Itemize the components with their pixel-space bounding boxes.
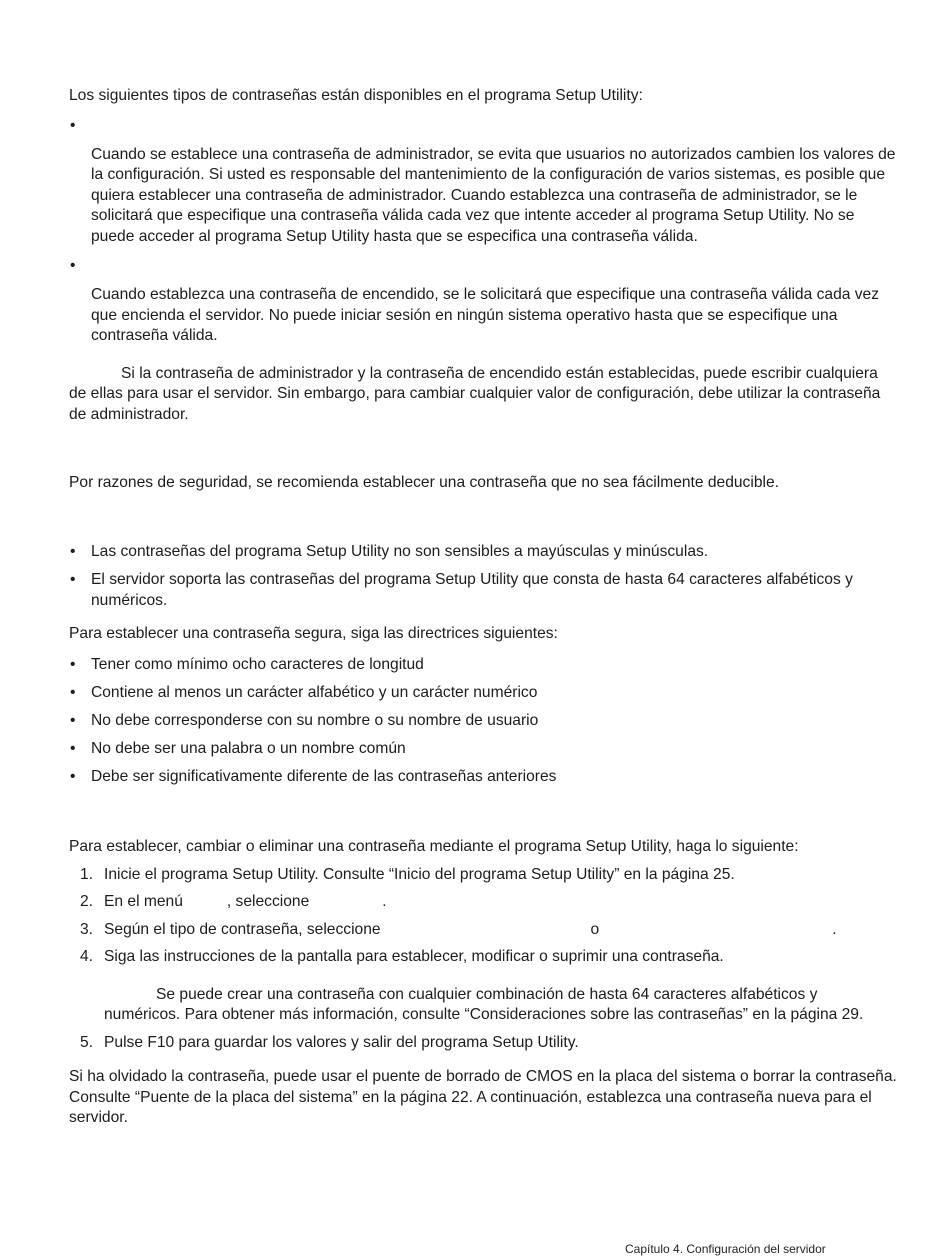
password-type-item <box>69 256 897 347</box>
bullet: • <box>70 542 76 560</box>
list-item: • Tener como mínimo ocho caracteres de longitud <box>69 655 897 676</box>
bullet: • <box>70 683 76 701</box>
bullet: • <box>70 711 76 729</box>
bullet: • <box>70 116 76 134</box>
guidelines-list <box>69 655 897 788</box>
list-item: • Las contraseñas del programa Setup Utility no son sensibles a mayúsculas y minúsculas. <box>69 542 897 563</box>
step-3: 3. Según el tipo de contraseña, seleccione o . <box>80 920 837 938</box>
guidelines-intro: Para establecer una contraseña segura, siga las directrices siguientes: <box>69 625 558 642</box>
considerations-list <box>69 542 897 612</box>
procedure-steps <box>69 865 897 1054</box>
bullet: • <box>70 257 76 274</box>
bullet: • <box>70 739 76 757</box>
list-item: • No debe corresponderse con su nombre o su nombre de usuario <box>69 711 897 732</box>
forgot-password-paragraph: Si ha olvidado la contraseña, puede usar el puente de borrado de CMOS en la placa del sistema o borrar la contraseña. Consulte “Puente de la placa del sistema” en la página 22. A continuación, establezca una contraseña nueva para el servidor. <box>69 1068 897 1126</box>
step-4: 4. Siga las instrucciones de la pantalla para establecer, modificar o suprimir una contraseña. Se puede crear una contraseña con cualquier combinación de hasta 64 caracteres alfabéticos y numéricos. Para obtener más información, consulte “Consideraciones sobre las contraseñas” en la página 29. <box>69 947 897 1026</box>
list-item: • Contiene al menos un carácter alfabético y un carácter numérico <box>69 683 897 704</box>
procedure-intro: Para establecer, cambiar o eliminar una contraseña mediante el programa Setup Utility, haga lo siguiente: <box>69 838 799 855</box>
bullet: • <box>70 571 76 588</box>
bullet: • <box>70 655 76 673</box>
bullet: • <box>70 767 76 785</box>
list-item: • Debe ser significativamente diferente de las contraseñas anteriores <box>69 767 897 788</box>
note-paragraph: Si la contraseña de administrador y la contraseña de encendido están establecidas, puede escribir cualquiera de ellas para usar el servidor. Sin embargo, para cambiar cualquier valor de configuración, debe utilizar la contraseña de administrador. <box>69 364 881 423</box>
security-paragraph: Por razones de seguridad, se recomienda establecer una contraseña que no sea fácilmente deducible. <box>69 474 779 491</box>
step-2: 2. En el menú , seleccione . <box>80 893 387 910</box>
intro-paragraph: Los siguientes tipos de contraseñas están disponibles en el programa Setup Utility: <box>69 87 643 104</box>
password-type-item <box>69 116 897 248</box>
list-item: • No debe ser una palabra o un nombre común <box>69 739 897 760</box>
power-on-password-description: Cuando establezca una contraseña de encendido, se le solicitará que especifique una contraseña válida cada vez que encienda el servidor. No puede iniciar sesión en ningún sistema operativo hasta que se especifique una contraseña válida. <box>91 286 880 344</box>
list-item: • El servidor soporta las contraseñas del programa Setup Utility que consta de hasta 64 caracteres alfabéticos y numéricos. <box>70 571 853 609</box>
step-1: 1. Inicie el programa Setup Utility. Consulte “Inicio del programa Setup Utility” en la página 25. <box>80 865 735 883</box>
step-5: 5. Pulse F10 para guardar los valores y salir del programa Setup Utility. <box>80 1033 579 1051</box>
document-body <box>69 86 897 1129</box>
admin-password-description: Cuando se establece una contraseña de administrador, se evita que usuarios no autorizados cambien los valores de la configuración. Si usted es responsable del mantenimiento de la configuración de varios sistemas, es posible que quiera establecer una contraseña de administrador. Cuando establezca una contraseña de administrador, se le solicitará que especifique una contraseña válida cada vez que intente acceder al programa Setup Utility. No se puede acceder al programa Setup Utility hasta que se especifica una contraseña válida. <box>91 145 896 245</box>
step-4-note: Se puede crear una contraseña con cualquier combinación de hasta 64 caracteres alfabéticos y numéricos. Para obtener más información, consulte “Consideraciones sobre las contraseñas” en la página 29. <box>104 985 864 1023</box>
page-footer: Capítulo 4. Configuración del servidor <box>625 1242 826 1256</box>
